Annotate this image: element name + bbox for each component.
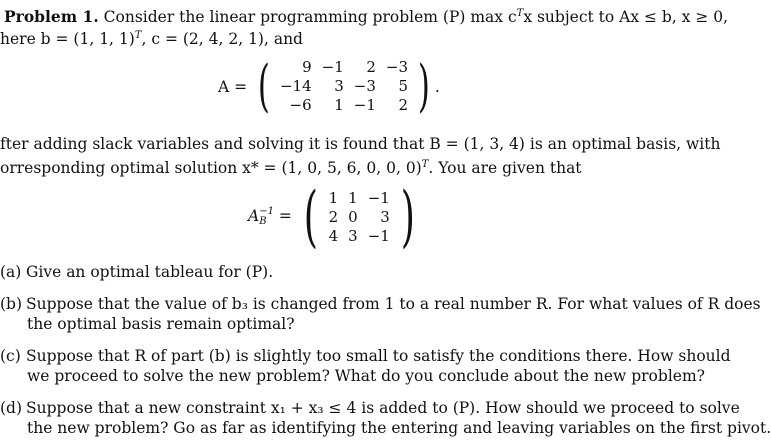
matrix-cell: 1 <box>348 188 358 207</box>
part-text-cont: the optimal basis remain optimal? <box>27 315 295 333</box>
matrix-cell: 0 <box>348 207 358 226</box>
matrix-cell: 3 <box>348 226 358 245</box>
part-text: Suppose that R of part (b) is slightly too small to satisfy the conditions there. How should <box>26 347 731 365</box>
matrix-row <box>324 189 395 208</box>
right-paren: ) <box>400 178 415 255</box>
middle-line-2 <box>0 155 582 178</box>
matrix-cell: −14 <box>279 77 312 95</box>
middle-line-1: fter adding slack variables and solving it is found that B = (1, 3, 4) is an optimal basis, with <box>0 135 721 153</box>
middle-text-2b: . You are given that <box>428 159 582 178</box>
matrix-row <box>275 96 413 115</box>
abinv-equals: = <box>273 207 292 225</box>
middle-sup: T <box>421 159 429 170</box>
matrix-cell: 9 <box>302 58 312 76</box>
part-text: Give an optimal tableau for (P). <box>26 263 274 281</box>
part-label: (d) <box>0 399 23 417</box>
intro-sup-1: T <box>516 8 524 19</box>
matrix-cell: 3 <box>334 77 344 95</box>
matrix-cell: 1 <box>334 96 344 114</box>
matrix-abinv-block <box>248 178 421 255</box>
part-text: Suppose that a new constraint x₁ + x₃ ≤ 4 is added to (P). How should we proceed to solve <box>26 399 740 417</box>
matrix-cell: −3 <box>353 77 376 95</box>
part-c <box>0 346 731 386</box>
abinv-sup: −1 <box>259 206 274 217</box>
left-paren: ( <box>258 53 271 119</box>
intro-text-2b: , c = (2, 4, 2, 1), and <box>141 30 303 49</box>
matrix-cell: −1 <box>321 58 344 76</box>
intro-line-2 <box>0 26 303 49</box>
intro-sup-2: T <box>134 30 142 41</box>
matrix-abinv-label <box>248 207 292 227</box>
part-text-cont: we proceed to solve the new problem? What do you conclude about the new problem? <box>27 367 705 385</box>
matrix-a-label: A = <box>218 77 248 96</box>
middle-text-2a: orresponding optimal solution x* = (1, 0, 5, 6, 0, 0, 0) <box>0 159 422 178</box>
matrix-abinv <box>324 189 395 246</box>
matrix-row <box>324 208 395 227</box>
matrix-cell: 2 <box>366 58 376 76</box>
matrix-cell: −1 <box>367 188 390 207</box>
part-label: (c) <box>0 347 21 365</box>
matrix-a-block <box>218 53 440 119</box>
matrix-a-period: . <box>434 77 440 96</box>
matrix-a <box>275 58 413 115</box>
abinv-scripts <box>259 207 274 227</box>
part-a <box>0 262 273 282</box>
right-paren: ) <box>417 53 430 119</box>
matrix-row <box>275 58 413 77</box>
intro-text-1b: x subject to Ax ≤ b, x ≥ 0, <box>523 8 729 27</box>
intro-text-2: here b = (1, 1, 1) <box>0 30 135 49</box>
part-text: Suppose that the value of b₃ is changed from 1 to a real number R. For what values of R does <box>26 295 761 313</box>
part-label: (a) <box>0 263 22 281</box>
abinv-symbol: A <box>248 207 260 225</box>
part-b <box>0 294 761 334</box>
left-paren: ( <box>303 178 318 255</box>
matrix-cell: −3 <box>385 58 408 76</box>
intro-line-1 <box>4 4 728 27</box>
matrix-cell: 4 <box>328 226 339 245</box>
matrix-row <box>275 77 413 96</box>
problem-title: Problem 1. <box>4 7 99 27</box>
abinv-sub: B <box>259 216 267 227</box>
matrix-cell: 5 <box>398 77 408 95</box>
intro-text-1: Consider the linear programming problem (P) max c <box>98 8 517 27</box>
matrix-cell: 1 <box>328 188 339 207</box>
matrix-cell: 3 <box>380 207 390 226</box>
matrix-cell: −6 <box>289 96 312 114</box>
matrix-row <box>324 227 395 246</box>
part-label: (b) <box>0 295 23 313</box>
matrix-cell: −1 <box>353 96 376 114</box>
part-text-cont: the new problem? Go as far as identifying the entering and leaving variables on the first pivot. <box>27 419 771 437</box>
matrix-cell: −1 <box>367 226 390 245</box>
part-d <box>0 398 771 438</box>
matrix-cell: 2 <box>398 96 408 114</box>
matrix-cell: 2 <box>328 207 339 226</box>
